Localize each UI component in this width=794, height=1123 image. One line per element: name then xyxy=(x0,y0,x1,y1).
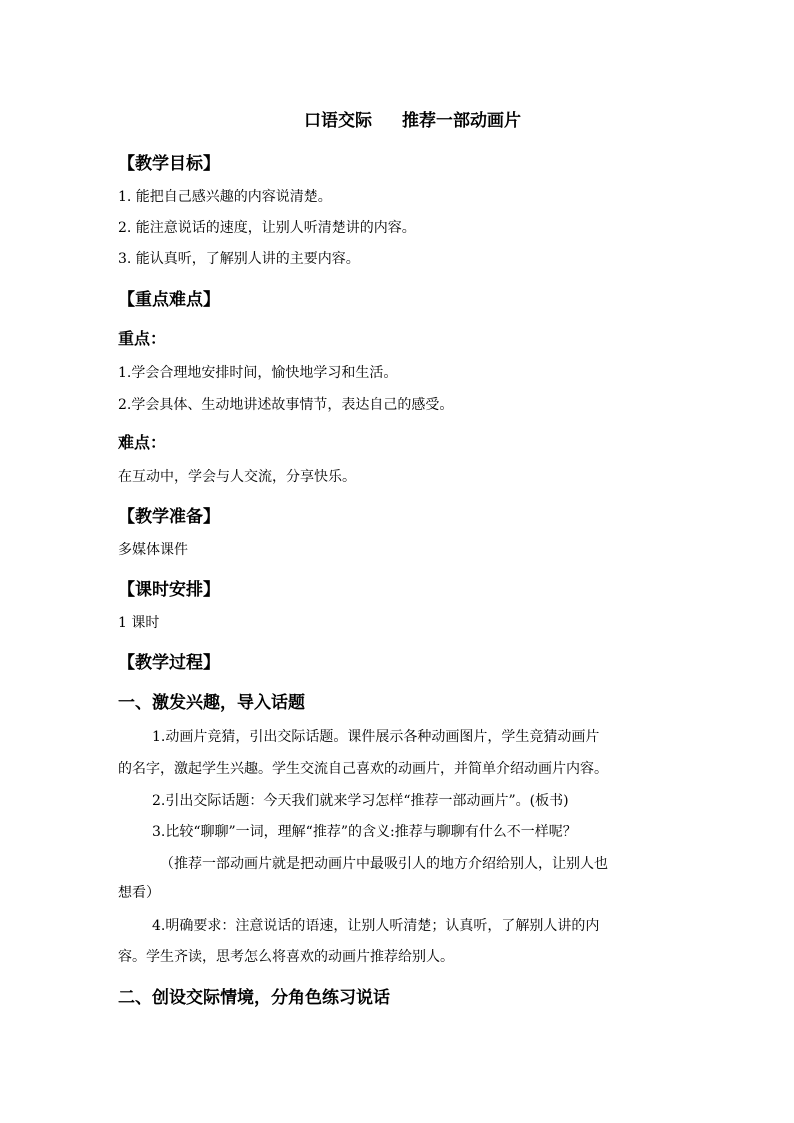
section-1-line: （推荐一部动画片就是把动画片中最吸引人的地方介绍给别人，让别人也 xyxy=(160,856,608,872)
goal-item-1: 1. 能把自己感兴趣的内容说清楚。 xyxy=(118,189,332,205)
keypoints-heading: 【重点难点】 xyxy=(118,290,220,310)
page-title xyxy=(304,106,521,131)
key-item-1: 1.学会合理地安排时间，愉快地学习和生活。 xyxy=(118,365,398,381)
section-1-line: 的名字，激起学生兴趣。学生交流自己喜欢的动画片，并简单介绍动画片内容。 xyxy=(118,761,608,777)
goals-heading: 【教学目标】 xyxy=(118,154,220,174)
section-1-line: 2.引出交际话题：今天我们就来学习怎样“推荐一部动画片”。(板书) xyxy=(152,793,569,809)
section-2-heading: 二、创设交际情境，分角色练习说话 xyxy=(118,988,390,1008)
difficulty-label: 难点： xyxy=(118,433,167,452)
section-1-line: 想看） xyxy=(118,885,160,901)
section-1-heading: 一、激发兴趣，导入话题 xyxy=(118,693,305,713)
section-1-line: 4.明确要求：注意说话的语速，让别人听清楚；认真听，了解别人讲的内 xyxy=(152,918,600,934)
difficulty-text: 在互动中，学会与人交流，分享快乐。 xyxy=(118,469,356,485)
section-1-line: 容。学生齐读，思考怎么将喜欢的动画片推荐给别人。 xyxy=(118,949,454,965)
prep-heading: 【教学准备】 xyxy=(118,507,220,527)
key-label: 重点： xyxy=(118,329,167,348)
goal-item-2: 2. 能注意说话的速度，让别人听清楚讲的内容。 xyxy=(118,220,416,236)
process-heading: 【教学过程】 xyxy=(118,653,220,673)
schedule-heading: 【课时安排】 xyxy=(118,580,220,600)
title-part-2: 推荐一部动画片 xyxy=(402,111,521,131)
section-1-line: 1.动画片竞猜，引出交际话题。课件展示各种动画图片，学生竞猜动画片 xyxy=(152,729,600,745)
goal-item-3: 3. 能认真听，了解别人讲的主要内容。 xyxy=(118,251,360,267)
key-item-2: 2.学会具体、生动地讲述故事情节，表达自己的感受。 xyxy=(118,397,454,413)
section-1-line: 3.比较“聊聊”一词，理解“推荐”的含义:推荐与聊聊有什么不一样呢？ xyxy=(152,824,577,840)
schedule-text: 1 课时 xyxy=(118,615,160,631)
title-part-1: 口语交际 xyxy=(304,111,372,131)
prep-text: 多媒体课件 xyxy=(118,542,188,558)
